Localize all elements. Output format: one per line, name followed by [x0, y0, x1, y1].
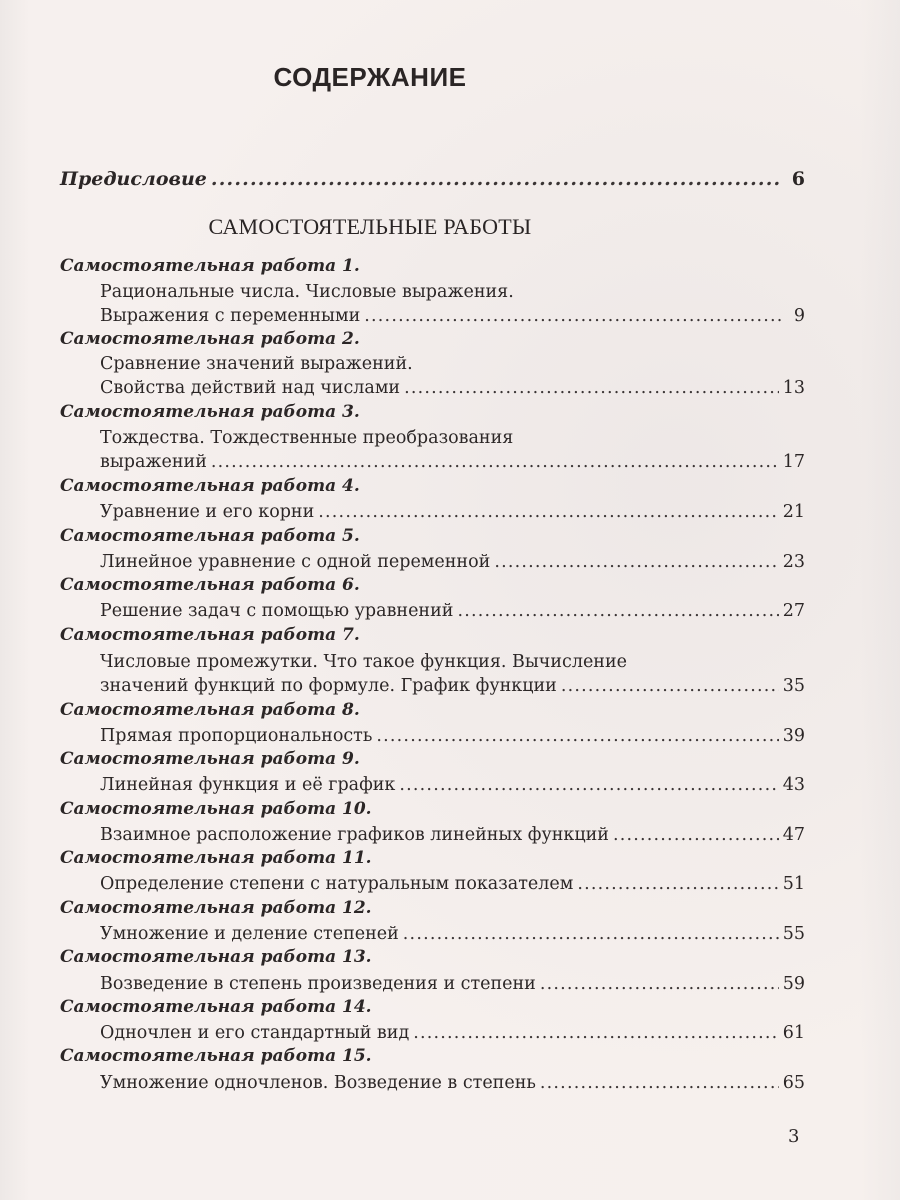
toc-entry-work-5[interactable]: [100, 552, 805, 572]
page-ref: 65: [782, 1073, 805, 1093]
page-title: СОДЕРЖАНИЕ: [273, 62, 467, 92]
leader-dots: [211, 452, 779, 472]
entry-title: Умножение и деление степеней: [100, 924, 399, 944]
toc-entry-work-11[interactable]: [100, 874, 805, 894]
entry-title: Решение задач с помощью уравнений: [100, 601, 454, 621]
toc-entry-work-15[interactable]: [100, 1073, 805, 1093]
page-ref: 59: [782, 974, 805, 994]
work-label: Самостоятельная работа 8.: [60, 700, 360, 720]
page-ref: 17: [782, 452, 805, 472]
work-label: Самостоятельная работа 6.: [60, 575, 360, 595]
page-ref: 55: [782, 924, 805, 944]
leader-dots: [318, 502, 778, 522]
page-ref: 6: [791, 168, 805, 190]
page-ref: 13: [782, 378, 805, 398]
work-label: Самостоятельная работа 7.: [60, 625, 360, 645]
work-label: Самостоятельная работа 1.: [60, 256, 360, 276]
leader-dots: [404, 378, 779, 398]
leader-dots: [364, 306, 781, 326]
leader-dots: [457, 601, 778, 621]
toc-entry-work-2[interactable]: [100, 378, 805, 398]
entry-title: Взаимное расположение графиков линейных функций: [100, 825, 609, 845]
work-label: Самостоятельная работа 3.: [60, 402, 360, 422]
work-label: Самостоятельная работа 9.: [60, 749, 360, 769]
page-ref: 39: [782, 726, 805, 746]
entry-title: Уравнение и его корни: [100, 502, 315, 522]
leader-dots: [494, 552, 778, 572]
preface-label: Предисловие: [60, 168, 207, 190]
page-ref: 9: [793, 306, 805, 326]
work-label: Самостоятельная работа 13.: [60, 947, 372, 967]
toc-entry-work-1[interactable]: [100, 306, 805, 326]
entry-title: значений функций по формуле. График функции: [100, 676, 557, 696]
toc-entry-preface[interactable]: [60, 168, 805, 190]
work-label: Самостоятельная работа 2.: [60, 329, 360, 349]
toc-entry-work-10[interactable]: [100, 825, 805, 845]
entry-title: Выражения с переменными: [100, 306, 361, 326]
entry-text-line: Рациональные числа. Числовые выражения.: [100, 282, 514, 302]
leader-dots: [613, 825, 779, 845]
entry-title: Прямая пропорциональность: [100, 726, 373, 746]
leader-dots: [413, 1023, 778, 1043]
entry-text-line: Числовые промежутки. Что такое функция. Вычисление: [100, 652, 627, 672]
toc-entry-work-3[interactable]: [100, 452, 805, 472]
work-label: Самостоятельная работа 12.: [60, 898, 372, 918]
page-number: 3: [788, 1126, 800, 1147]
page-ref: 61: [782, 1023, 805, 1043]
page-ref: 23: [782, 552, 805, 572]
leader-dots: [561, 676, 779, 696]
entry-title: выражений: [100, 452, 207, 472]
toc-entry-work-9[interactable]: [100, 775, 805, 795]
leader-dots: [403, 924, 779, 944]
leader-dots: [399, 775, 778, 795]
page-ref: 27: [782, 601, 805, 621]
page-ref: 51: [782, 874, 805, 894]
work-label: Самостоятельная работа 14.: [60, 997, 372, 1017]
leader-dots: [577, 874, 778, 894]
entry-title: Линейная функция и её график: [100, 775, 396, 795]
entry-title: Одночлен и его стандартный вид: [100, 1023, 410, 1043]
page-ref: 47: [782, 825, 805, 845]
toc-entry-work-13[interactable]: [100, 974, 805, 994]
entry-title: Определение степени с натуральным показателем: [100, 874, 574, 894]
entry-title: Умножение одночленов. Возведение в степень: [100, 1073, 536, 1093]
entry-text-line: Тождества. Тождественные преобразования: [100, 428, 514, 448]
work-label: Самостоятельная работа 11.: [60, 848, 372, 868]
entry-title: Линейное уравнение с одной переменной: [100, 552, 491, 572]
toc-entry-work-4[interactable]: [100, 502, 805, 522]
entry-title: Возведение в степень произведения и степени: [100, 974, 536, 994]
page-ref: 21: [782, 502, 805, 522]
leader-dots: [211, 168, 781, 190]
entry-text-line: Сравнение значений выражений.: [100, 354, 413, 374]
page-ref: 35: [782, 676, 805, 696]
work-label: Самостоятельная работа 15.: [60, 1046, 372, 1066]
page-ref: 43: [782, 775, 805, 795]
leader-dots: [540, 1073, 779, 1093]
toc-entry-work-14[interactable]: [100, 1023, 805, 1043]
work-label: Самостоятельная работа 10.: [60, 799, 372, 819]
leader-dots: [540, 974, 779, 994]
leader-dots: [376, 726, 778, 746]
entry-title: Свойства действий над числами: [100, 378, 401, 398]
toc-entry-work-6[interactable]: [100, 601, 805, 621]
work-label: Самостоятельная работа 5.: [60, 526, 360, 546]
toc-entry-work-8[interactable]: [100, 726, 805, 746]
section-heading: САМОСТОЯТЕЛЬНЫЕ РАБОТЫ: [208, 214, 532, 239]
work-label: Самостоятельная работа 4.: [60, 476, 360, 496]
toc-entry-work-7[interactable]: [100, 676, 805, 696]
toc-entry-work-12[interactable]: [100, 924, 805, 944]
